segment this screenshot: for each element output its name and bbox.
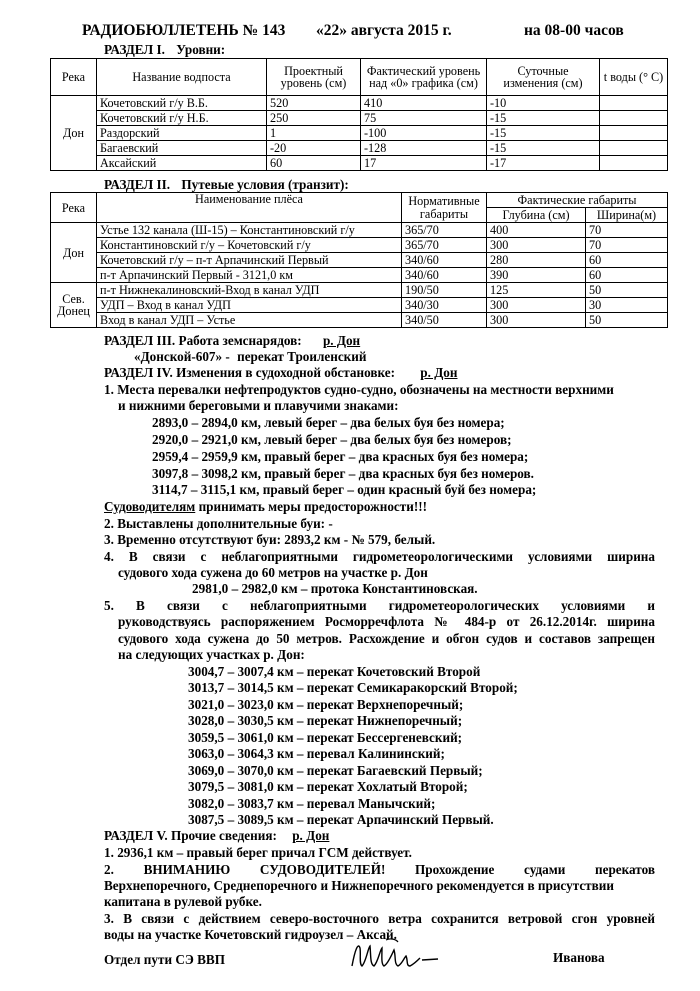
footer-name: Иванова <box>553 950 605 965</box>
table-row <box>51 268 668 283</box>
shoal-item: 3079,5 – 3081,0 км – перекат Хохлатый Второй; <box>188 779 468 794</box>
table-cell: 410 <box>361 96 487 111</box>
table-cell: -100 <box>361 126 487 141</box>
footer-department: Отдел пути СЭ ВВП <box>104 952 225 967</box>
table-cell: Аксайский <box>97 156 267 171</box>
section5-item2-line3: капитана в рулевой рубке. <box>104 894 262 909</box>
table-cell: Кочетовский г/у Н.Б. <box>97 111 267 126</box>
table-cell: -15 <box>487 141 600 156</box>
transfer-place: 2893,0 – 2894,0 км, левый берег – два белых буя без номера; <box>152 415 505 430</box>
transfer-place: 3114,7 – 3115,1 км, правый берег – один красный буй без номера; <box>152 482 537 497</box>
table-cell: -10 <box>487 96 600 111</box>
transfer-place: 2959,4 – 2959,9 км, правый берег – два красных буя без номера; <box>152 449 529 464</box>
section4-item4-line2: судового хода сужена до 60 метров на участке р. Дон <box>118 565 428 580</box>
transit-river-don: Дон <box>51 223 97 283</box>
shoal-item: 3087,5 – 3089,5 км – перекат Арпачинский Первый. <box>188 812 494 827</box>
table-cell <box>600 126 668 141</box>
table-cell <box>600 156 668 171</box>
table-cell: 365/70 <box>402 238 487 253</box>
section5-item3-line1: 3. В связи с действием северо-восточного ветра сохранится ветровой сгон уровней <box>104 911 655 926</box>
table-cell: 340/60 <box>402 253 487 268</box>
table-cell: п-т Нижнекалиновский-Вход в канал УДП <box>97 283 402 298</box>
transit-header-depth: Глубина (см) <box>487 208 586 223</box>
table-cell <box>600 96 668 111</box>
section5-river: р. Дон <box>292 828 330 843</box>
shoal-item: 3021,0 – 3023,0 км – перекат Верхнепоречный; <box>188 697 464 712</box>
section4-item1-line2: и нижними береговыми и плавучими знаками: <box>118 398 399 413</box>
table-row <box>51 223 668 238</box>
section4-item5-line1: 5. В связи с неблагоприятными гидрометеорологических условиями и <box>104 598 655 613</box>
table-cell: Константиновский г/у – Кочетовский г/у <box>97 238 402 253</box>
table-cell: 400 <box>487 223 586 238</box>
shoal-item: 3004,7 – 3007,4 км – перекат Кочетовский Второй <box>188 664 481 679</box>
transit-header-norm: Нормативные габариты <box>402 193 487 223</box>
shoal-item: 3069,0 – 3070,0 км – перекат Багаевский Первый; <box>188 763 483 778</box>
section3-river: р. Дон <box>322 333 361 348</box>
transit-header-name: Наименование плёса <box>97 193 402 223</box>
table-cell: п-т Арпачинский Первый - 3121,0 км <box>97 268 402 283</box>
table-cell: 340/30 <box>402 298 487 313</box>
transit-header-fact: Фактические габариты <box>487 193 668 208</box>
table-cell: -15 <box>487 126 600 141</box>
section3-heading <box>104 333 360 350</box>
table-cell: -17 <box>487 156 600 171</box>
transit-header-row <box>51 193 668 208</box>
section4-item4-line3: 2981,0 – 2982,0 км – протока Константиновская. <box>192 581 478 596</box>
section3-title: РАЗДЕЛ III. Работа земснарядов: <box>104 333 302 348</box>
table-cell: 60 <box>586 253 668 268</box>
section2-subtitle: Путевые условия (транзит): <box>181 177 349 192</box>
section4-item1-line1: 1. Места перевалки нефтепродуктов судно-судно, обозначены на местности верхними <box>104 382 614 397</box>
table-cell: 30 <box>586 298 668 313</box>
table-cell: 190/50 <box>402 283 487 298</box>
table-cell: 340/50 <box>402 313 487 328</box>
levels-header-river: Река <box>51 59 97 96</box>
section5-item1: 1. 2936,1 км – правый берег причал ГСМ действует. <box>104 845 412 860</box>
caution-line <box>104 499 427 516</box>
table-cell: -20 <box>267 141 361 156</box>
table-cell: 60 <box>267 156 361 171</box>
table-row <box>51 141 668 156</box>
caution-text: принимать меры предосторожности!!! <box>195 499 428 514</box>
table-cell: 70 <box>586 223 668 238</box>
table-cell <box>600 111 668 126</box>
table-cell: 300 <box>487 238 586 253</box>
shoal-item: 3082,0 – 3083,7 км – перевал Манычский; <box>188 796 436 811</box>
section4-item2: 2. Выставлены дополнительные буи: - <box>104 516 333 531</box>
table-cell: Раздорский <box>97 126 267 141</box>
table-cell: 280 <box>487 253 586 268</box>
shoal-item: 3059,5 – 3061,0 км – перекат Бессергеневский; <box>188 730 463 745</box>
shoal-item: 3063,0 – 3064,3 км – перевал Калининский; <box>188 746 445 761</box>
bulletin-time: на 08-00 часов <box>524 22 624 39</box>
levels-header-post: Название водпоста <box>97 59 267 96</box>
table-cell: УДП – Вход в канал УДП <box>97 298 402 313</box>
table-row <box>51 298 668 313</box>
section4-item5-line3: судового хода сужена до 50 метров. Расхождение и обгон судов и составов запрещен <box>118 631 655 646</box>
bulletin-date: «22» августа 2015 г. <box>316 22 452 39</box>
transfer-place: 2920,0 – 2921,0 км, левый берег – два белых буя без номеров; <box>152 432 512 447</box>
section5-item3-line2: воды на участке Кочетовский гидроузел – Аксай. <box>104 927 397 942</box>
dredger-place: перекат Троиленский <box>237 349 367 364</box>
transit-river-donets: Сев. Донец <box>51 283 97 328</box>
table-row <box>51 238 668 253</box>
table-cell: 60 <box>586 268 668 283</box>
signature-image <box>346 936 456 978</box>
bulletin-title: РАДИОБЮЛЛЕТЕНЬ № 143 <box>82 22 286 39</box>
table-cell: 390 <box>487 268 586 283</box>
section2-heading <box>104 177 349 193</box>
section1-title: РАЗДЕЛ I. <box>104 42 165 57</box>
section4-river: р. Дон <box>420 365 458 380</box>
table-cell: 300 <box>487 313 586 328</box>
section3-dredger-line <box>134 349 366 366</box>
table-row <box>51 126 668 141</box>
section1-subtitle: Уровни: <box>176 42 226 57</box>
levels-header-daily: Суточные изменения (см) <box>487 59 600 96</box>
section5-item2-line2: Верхнепоречного, Среднепоречного и Нижнепоречного рекомендуется в присутствии <box>104 878 614 893</box>
dredger-name: «Донской-607» - <box>134 349 230 364</box>
section4-item4-line1: 4. В связи с неблагоприятными гидрометеорологическими условиями ширина <box>104 549 655 564</box>
table-cell: 50 <box>586 313 668 328</box>
table-row <box>51 156 668 171</box>
table-cell: Кочетовский г/у В.Б. <box>97 96 267 111</box>
section4-heading <box>104 365 458 382</box>
section1-heading <box>104 42 225 58</box>
table-cell: 250 <box>267 111 361 126</box>
shoal-item: 3028,0 – 3030,5 км – перекат Нижнепоречный; <box>188 713 463 728</box>
levels-header-actual: Фактический уровень над «0» графика (см) <box>361 59 487 96</box>
table-cell: -15 <box>487 111 600 126</box>
table-cell: Багаевский <box>97 141 267 156</box>
section2-title: РАЗДЕЛ II. <box>104 177 171 192</box>
section5-title: РАЗДЕЛ V. Прочие сведения: <box>104 828 277 843</box>
section5-item2-line1: 2. ВНИМАНИЮ СУДОВОДИТЕЛЕЙ! Прохождение судами перекатов <box>104 862 655 877</box>
table-cell: 520 <box>267 96 361 111</box>
table-cell: 70 <box>586 238 668 253</box>
table-cell: 17 <box>361 156 487 171</box>
table-cell: 340/60 <box>402 268 487 283</box>
transit-table <box>50 192 668 328</box>
table-cell: Устье 132 канала (Ш-15) – Константиновский г/у <box>97 223 402 238</box>
table-cell: 50 <box>586 283 668 298</box>
table-cell <box>600 141 668 156</box>
section4-item5-line4: на следующих участках р. Дон: <box>118 647 305 662</box>
table-cell: -128 <box>361 141 487 156</box>
levels-header-temp: t воды (° С) <box>600 59 668 96</box>
table-cell: 365/70 <box>402 223 487 238</box>
caution-word: Судоводителям <box>104 499 196 514</box>
table-cell: 75 <box>361 111 487 126</box>
table-cell: 1 <box>267 126 361 141</box>
table-row <box>51 283 668 298</box>
section5-heading <box>104 828 329 845</box>
table-cell: Кочетовский г/у – п-т Арпачинский Первый <box>97 253 402 268</box>
transfer-place: 3097,8 – 3098,2 км, правый берег – два красных буя без номеров. <box>152 466 534 481</box>
table-cell: Вход в канал УДП – Устье <box>97 313 402 328</box>
table-cell: 300 <box>487 298 586 313</box>
table-cell: 125 <box>487 283 586 298</box>
levels-river-cell: Дон <box>51 96 97 171</box>
levels-header-design: Проектный уровень (см) <box>267 59 361 96</box>
section4-item3: 3. Временно отсутствуют буи: 2893,2 км - № 579, белый. <box>104 532 436 547</box>
shoal-item: 3013,7 – 3014,5 км – перекат Семикаракорский Второй; <box>188 680 518 695</box>
table-row <box>51 313 668 328</box>
table-row <box>51 253 668 268</box>
levels-table <box>50 58 668 171</box>
table-row <box>51 111 668 126</box>
levels-header-row <box>51 59 668 96</box>
transit-header-width: Ширина(м) <box>586 208 668 223</box>
transit-header-river: Река <box>51 193 97 223</box>
table-row <box>51 96 668 111</box>
section4-item5-line2: руководствуясь распоряжением Росморречфлота № 484-р от 26.12.2014г. ширина <box>118 614 655 629</box>
section4-title: РАЗДЕЛ IV. Изменения в судоходной обстановке: <box>104 365 395 380</box>
